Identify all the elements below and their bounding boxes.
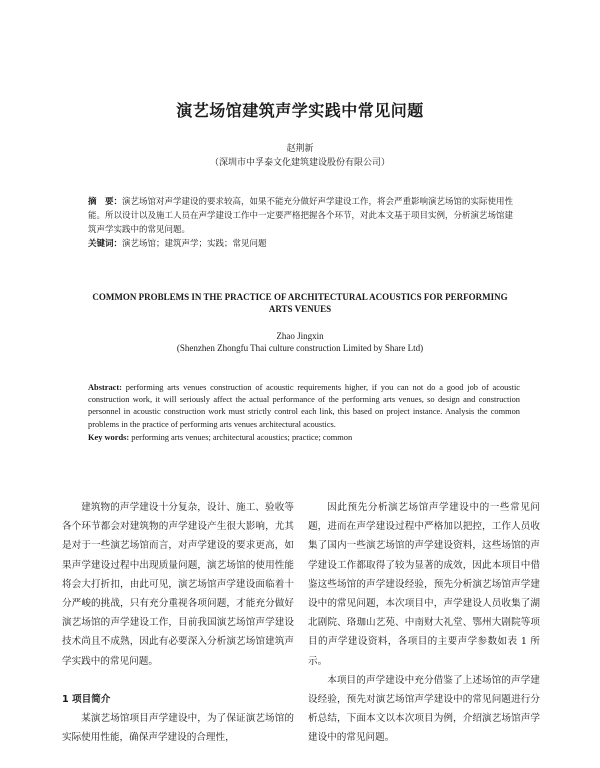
- keywords-cn-label: 关键词：: [88, 239, 123, 249]
- abstract-en-label: Abstract:: [88, 383, 122, 392]
- abstract-en: [88, 382, 520, 431]
- keywords-en-text: performing arts venues; architectural acoustics; practice; common: [131, 433, 353, 442]
- affiliation-en: (Shenzhen Zhongfu Thai culture construction Limited by Share Ltd): [176, 343, 424, 353]
- author-cn: 赵荆新: [286, 144, 314, 154]
- author-en: Zhao Jingxin: [276, 331, 324, 341]
- abstract-en-text: performing arts venues construction of acoustic requirements higher, if you can not do a good job of acoustic construction work, it will seriously affect the actual performance of the performing arts venues, so design and construction personnel in acoustic construction work must strictly control each link, this based on project instance. Analysis the common problems in the practice of performing arts venues architectural acoustics.: [88, 383, 520, 429]
- affiliation-cn: （深圳市中孚泰文化建筑建设股份有限公司）: [209, 158, 390, 168]
- body-column-left: [62, 498, 294, 747]
- paper-title-en: COMMON PROBLEMS IN THE PRACTICE OF ARCHITECTURAL ACOUSTICS FOR PERFORMING ARTS VENUES: [92, 292, 508, 314]
- body-paragraph: 建筑物的声学建设十分复杂，设计、施工、验收等各个环节都会对建筑物的声学建设产生很大影响，尤其是对于一些演艺场馆而言，对声学建设的要求更高，如果声学建设过程中出现质量问题，演艺场馆的使用性能将会大打折扣，由此可见，演艺场馆声学建设面临着十分严峻的挑战，只有充分重视各项问题，才能充分做好演艺场馆的声学建设工作，目前我国演艺场馆声学建设技术尚且不成熟，因此有必要深入分析演艺场馆建筑声学实践中的常见问题。: [62, 502, 294, 667]
- keywords-en-label: Key words:: [88, 433, 130, 442]
- keywords-cn: [88, 238, 520, 251]
- body-paragraph: 因此预先分析演艺场馆声学建设中的一些常见问题，进而在声学建设过程中严格加以把控，工作人员收集了国内一些演艺场馆的声学建设资料，这些场馆的声学建设工作都取得了较为显著的成效，因此本项目中借鉴这些场馆的声学建设经验，预先分析演艺场馆声学建设中的常见问题，本次项目中，声学建设人员收集了湖北剧院、珞珈山艺苑、中南财大礼堂、鄂州大剧院等项目的声学建设资料，各项目的主要声学参数如表 1 所示。: [308, 502, 540, 667]
- body-paragraph: 某演艺场馆项目声学建设中，为了保证演艺场馆的实际使用性能，确保声学建设的合理性，: [62, 712, 294, 744]
- abstract-cn-text: 演艺场馆对声学建设的要求较高，如果不能充分做好声学建设工作，将会严重影响演艺场馆的实际使用性能。所以设计以及施工人员在声学建设工作中一定要严格把握各个环节，对此本文基于项目实例，分析演艺场馆建筑声学实践中的常见问题。: [88, 197, 514, 235]
- keywords-en: [88, 432, 520, 444]
- section-heading: 1 项目简介: [62, 693, 111, 705]
- abstract-cn: [88, 196, 520, 237]
- body-paragraph: 本项目的声学建设中充分借鉴了上述场馆的声学建设经验，预先对演艺场馆声学建设中的常见问题进行分析总结，下面本文以本次项目为例，介绍演艺场馆声学建设中的常见问题。: [308, 674, 540, 744]
- paper-title-cn: 演艺场馆建筑声学实践中常见问题: [176, 101, 424, 120]
- abstract-cn-label: 摘 要：: [88, 197, 123, 207]
- keywords-cn-text: 演艺场馆；建筑声学；实践；常见问题: [122, 239, 267, 249]
- body-column-right: [308, 498, 540, 748]
